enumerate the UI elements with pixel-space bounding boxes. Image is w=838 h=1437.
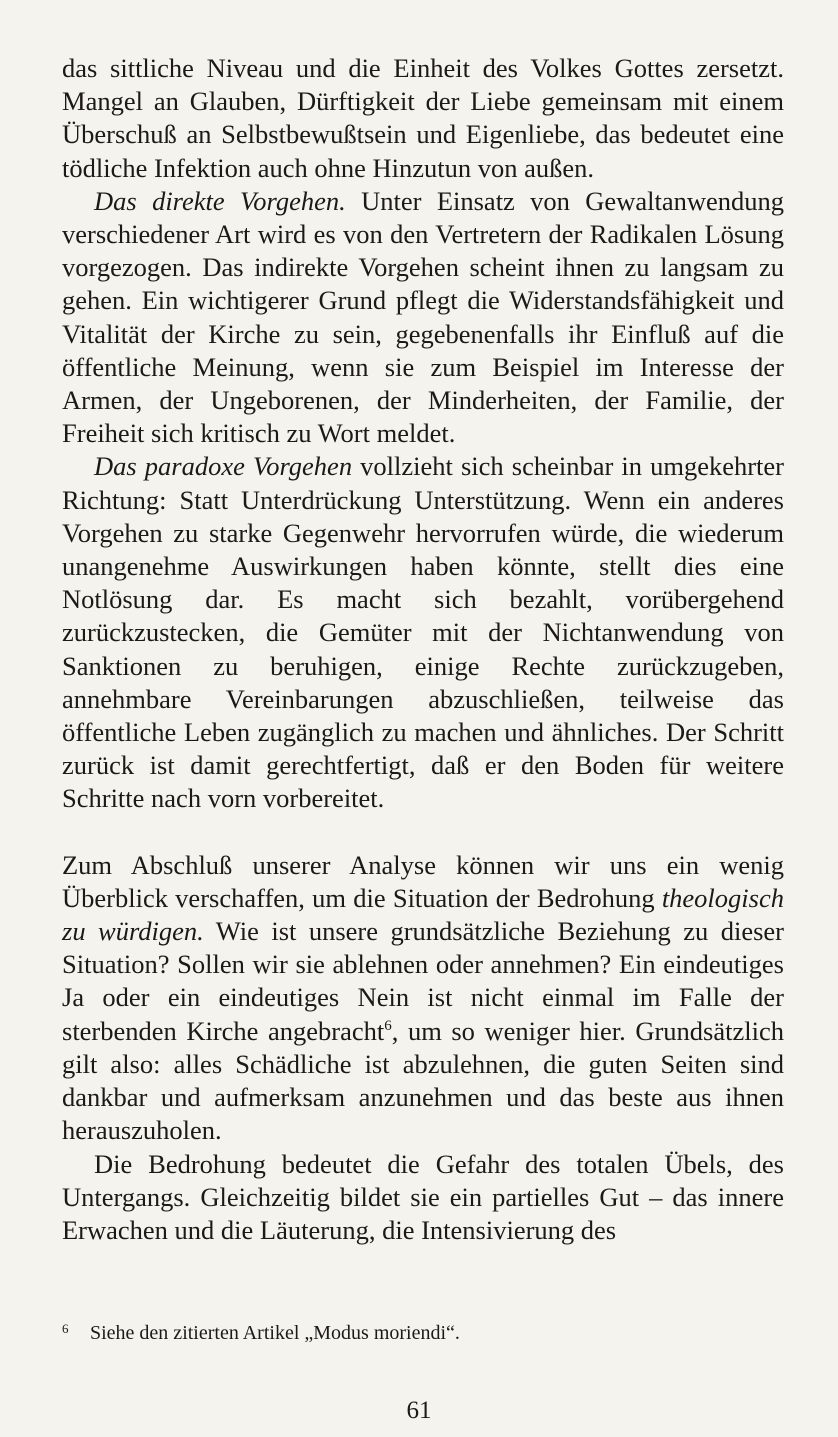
paragraph-4-text-a: Zum Abschluß unserer Analyse können wir uns ein wenig Überblick verschaffen, um die Situation der Bedrohung [62, 849, 784, 913]
footnote-text: Siehe den zitierten Artikel „Modus moriendi“. [90, 1322, 460, 1344]
footnote-mark: 6 [62, 1321, 69, 1336]
footnote-reference[interactable]: 6 [384, 1017, 392, 1034]
paragraph-3-heading: Das paradoxe Vorgehen [94, 451, 353, 482]
paragraph-5 [62, 1148, 784, 1248]
paragraph-5-text: Die Bedrohung bedeutet die Gefahr des totalen Übels, des Untergangs. Gleichzeitig bildet sie ein partielles Gut – das innere Erwachen und die Läuterung, die Intensivierung des [62, 1148, 784, 1245]
paragraph-4-emphasis: theologisch zu würdigen. [62, 882, 784, 947]
paragraph-2-heading: Das direkte Vorgehen. [94, 185, 346, 216]
body-text [62, 52, 784, 1247]
page-number: 61 [406, 1397, 432, 1424]
paragraph-3-text: vollzieht sich scheinbar in umgekehrter Richtung: Statt Unterdrückung Unterstützung. Wenn ein anderes Vorgehen zu starke Gegenwehr hervorrufen würde, die wiederum unangenehme Auswirkungen haben könnte, stellt dies eine Notlösung dar. Es macht sich bezahlt, vorübergehend zurückzustecken, die Gemüter mit der Nichtanwendung von Sanktionen zu beruhigen, einige Rechte zurückzugeben, annehmbare Vereinbarungen abzuschließen, teilweise das öffentliche Leben zugänglich zu machen und ähnliches. Der Schritt zurück ist damit gerechtfertigt, daß er den Boden für weitere Schritte nach vorn vorbereitet. [62, 451, 784, 814]
paragraph-1 [62, 52, 784, 185]
paragraph-2 [62, 185, 784, 451]
paragraph-3 [62, 450, 784, 815]
paragraph-4-text-b: Wie ist unsere grundsätzliche Beziehung zu dieser Situation? Sollen wir sie ablehnen oder annehmen? Ein eindeutiges Ja oder ein eindeutiges Nein ist nicht einmal im Falle der sterbenden Kirche angebracht [62, 916, 784, 1046]
paragraph-4 [62, 849, 784, 1148]
paragraph-1-text: das sittliche Niveau und die Einheit des Volkes Gottes zersetzt. Mangel an Glauben, Dürftigkeit der Liebe gemeinsam mit einem Überschuß an Selbstbewußtsein und Eigenliebe, das bedeutet eine tödliche Infektion auch ohne Hinzutun von außen. [62, 53, 784, 183]
footnote [62, 1320, 784, 1346]
paragraph-2-text: Unter Einsatz von Gewaltanwendung verschiedener Art wird es von den Vertretern der Radikalen Lösung vorgezogen. Das indirekte Vorgehen scheint ihnen zu langsam zu gehen. Ein wichtigerer Grund pflegt die Widerstandsfähigkeit und Vitalität der Kirche zu sein, gegebenenfalls ihr Einfluß auf die öffentliche Meinung, wenn sie zum Beispiel im Interesse der Armen, der Ungeborenen, der Minderheiten, der Familie, der Freiheit sich kritisch zu Wort meldet. [62, 185, 784, 449]
paragraph-4-text-c: , um so weniger hier. Grundsätzlich gilt also: alles Schädliche ist abzulehnen, die guten Seiten sind dankbar und aufmerksam anzunehmen und das beste aus ihnen herauszuholen. [62, 1015, 784, 1146]
